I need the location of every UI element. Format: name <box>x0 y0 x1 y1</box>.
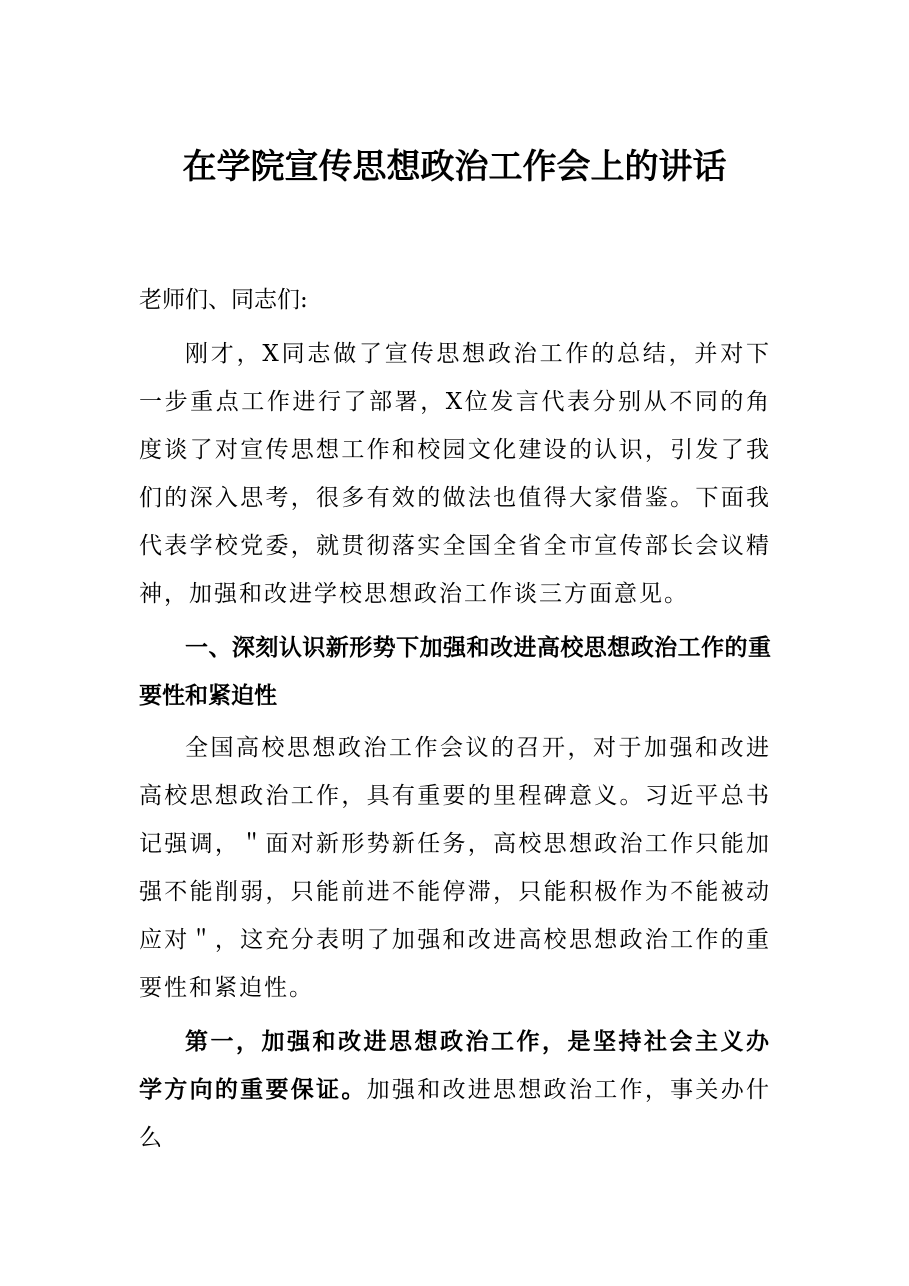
point-1-text: 加强和改进思想政治工作，事关办什么 <box>139 1077 772 1151</box>
paragraph-point-1 <box>139 1018 771 1162</box>
paragraph-intro: 刚才，X同志做了宣传思想政治工作的总结，并对下一步重点工作进行了部署，X位发言代表分别从不同的角度谈了对宣传思想工作和校园文化建设的认识，引发了我们的深入思考，很多有效的做法也值得大家借鉴。下面我代表学校党委，就贯彻落实全国全省全市宣传部长会议精神，加强和改进学校思想政治工作谈三方面意见。 <box>139 341 771 607</box>
paragraph-section-1: 全国高校思想政治工作会议的召开，对于加强和改进高校思想政治工作，具有重要的里程碑意义。习近平总书记强调，＂面对新形势新任务，高校思想政治工作只能加强不能削弱，只能前进不能停滞，只能积极作为不能被动应对＂，这充分表明了加强和改进高校思想政治工作的重要性和紧迫性。 <box>139 735 771 1001</box>
document-body <box>139 276 771 1162</box>
document-title: 在学院宣传思想政治工作会上的讲话 <box>182 147 727 187</box>
section-heading-1: 一、深刻认识新形势下加强和改进高校思想政治工作的重要性和紧迫性 <box>139 634 771 709</box>
point-1-lead: 第一，加强和改进思想政治工作，是坚持社会主义办学方向的重要保证。 <box>139 1028 771 1103</box>
salutation: 老师们、同志们: <box>139 287 308 313</box>
